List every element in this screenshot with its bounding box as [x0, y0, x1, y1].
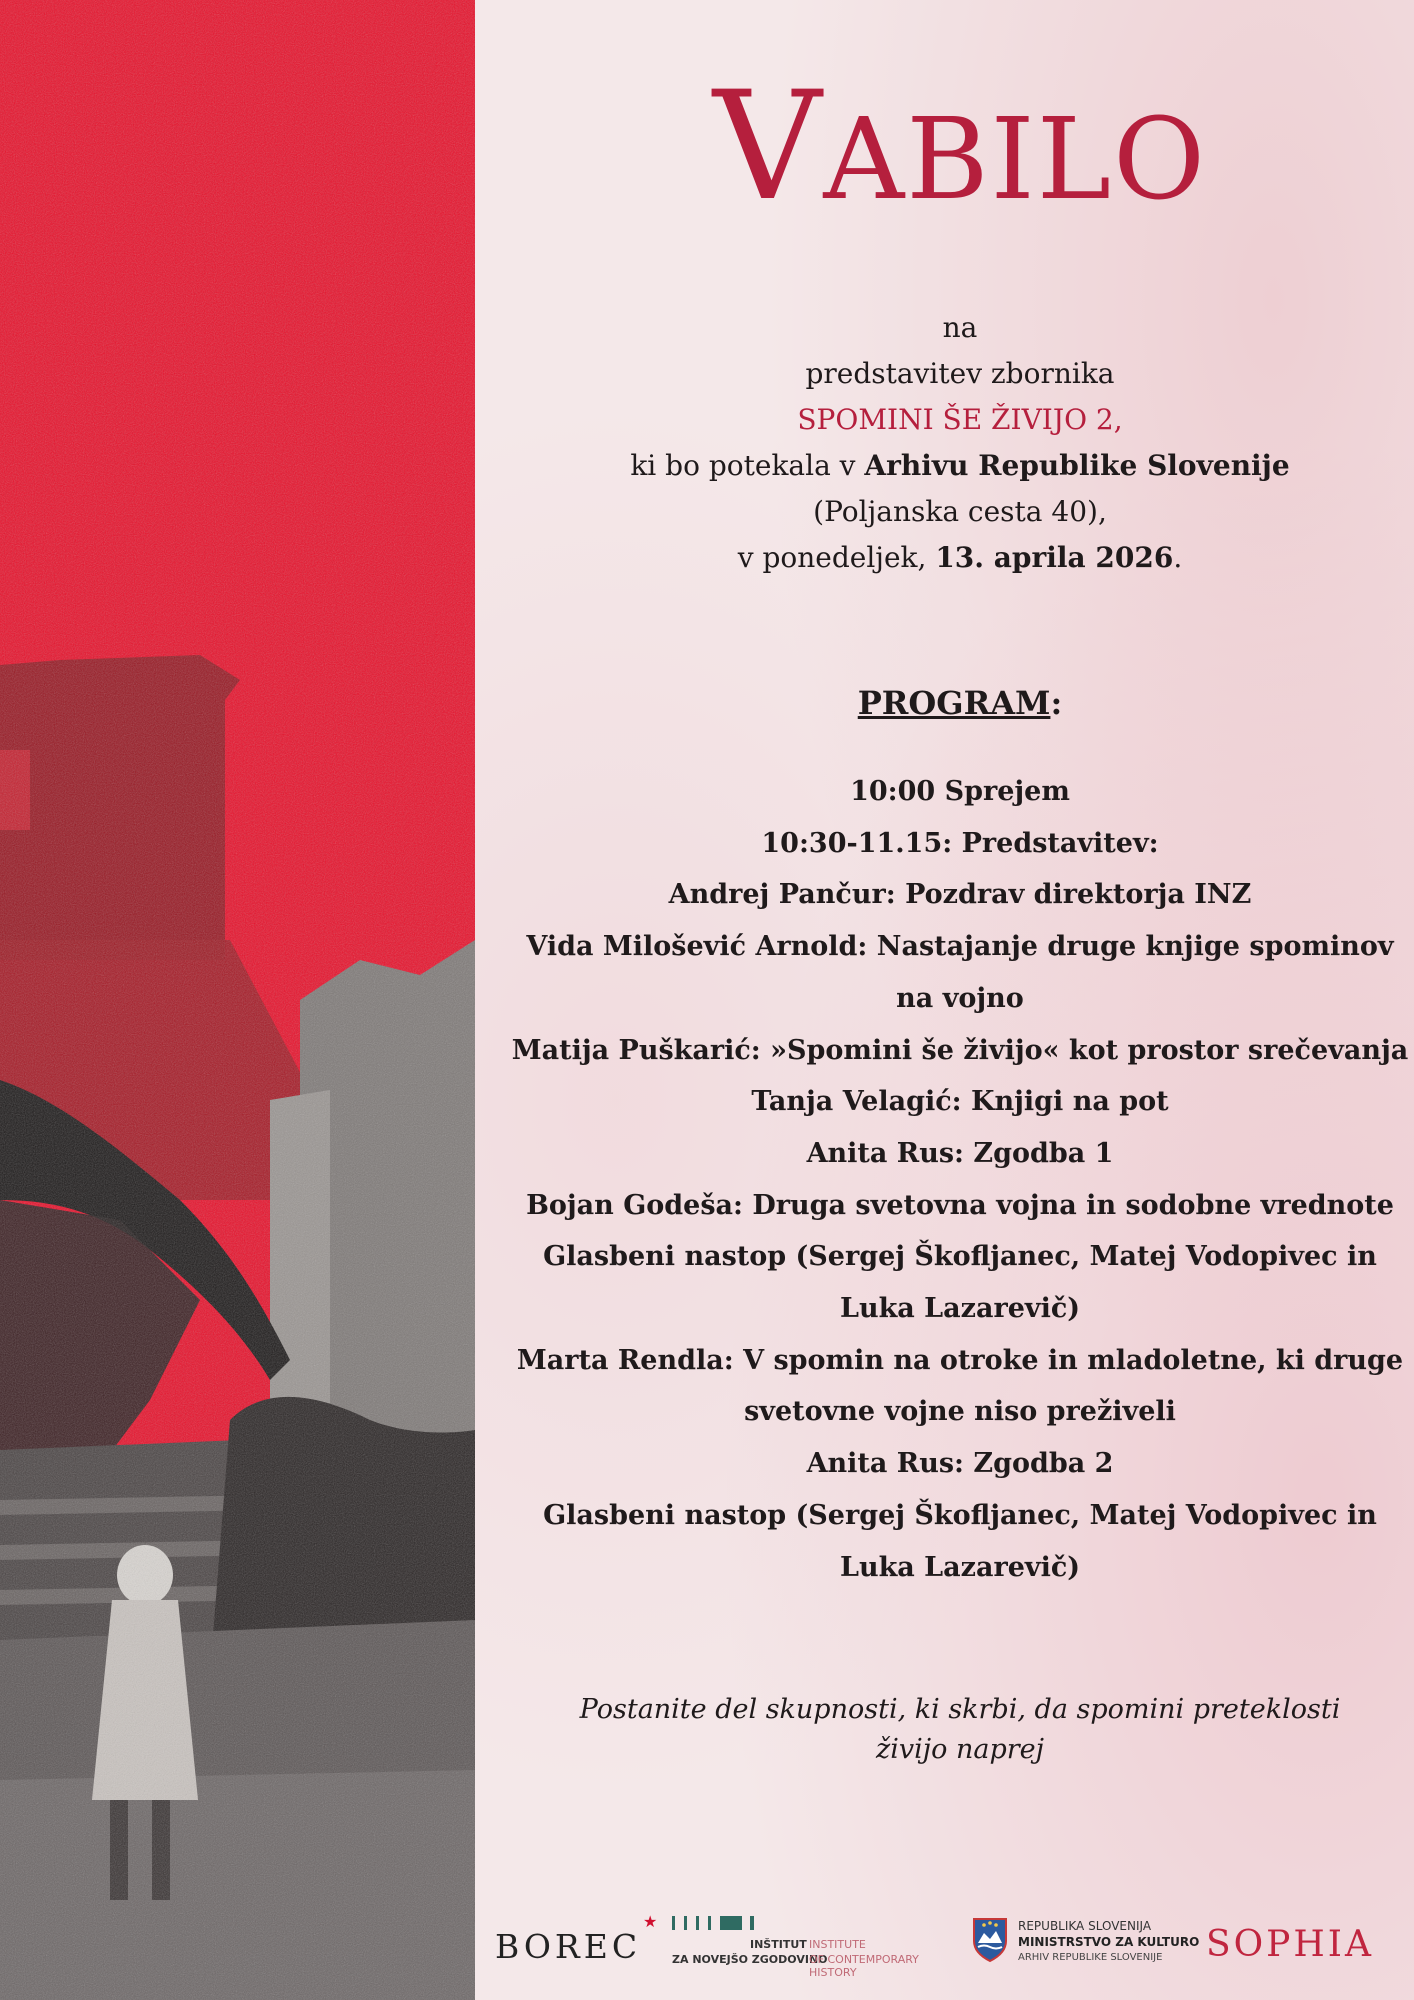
- program-item: Anita Rus: Zgodba 2: [806, 1448, 1114, 1480]
- program-item: Tanja Velagić: Knjigi na pot: [751, 1086, 1169, 1118]
- book-title: SPOMINI ŠE ŽIVIJO 2,: [797, 403, 1123, 436]
- program-item: Anita Rus: Zgodba 1: [806, 1137, 1114, 1169]
- sophia-logo: SOPHIA: [1206, 1924, 1375, 1965]
- intro-address: (Poljanska cesta 40),: [813, 495, 1107, 528]
- tagline: Postanite del skupnosti, ki skrbi, da spomini preteklosti živijo naprej: [579, 1694, 1341, 1765]
- house-illustration: [0, 0, 475, 2000]
- program-item: Glasbeni nastop (Sergej Škofljanec, Matej Vodopivec in: [543, 1499, 1377, 1531]
- program-item: Andrej Pančur: Pozdrav direktorja INZ: [668, 879, 1252, 911]
- program-item: Luka Lazarevič): [839, 1551, 1081, 1583]
- invitation-title: VABILO: [713, 60, 1207, 234]
- event-date: 13. aprila 2026: [935, 541, 1174, 574]
- program-item: Glasbeni nastop (Sergej Škofljanec, Matej Vodopivec in: [543, 1241, 1377, 1273]
- program-item: 10:00 Sprejem: [850, 776, 1070, 807]
- program-item: Vida Milošević Arnold: Nastajanje druge knjige spominov: [526, 931, 1394, 963]
- venue-name: Arhivu Republike Slovenije: [864, 449, 1290, 482]
- intro-presentation: predstavitev zbornika: [805, 357, 1115, 390]
- program-list: [510, 766, 1410, 1593]
- program-item: Luka Lazarevič): [839, 1293, 1081, 1325]
- intro-date: v ponedeljek, 13. aprila 2026.: [737, 541, 1183, 574]
- program-item: Bojan Godeša: Druga svetovna vojna in sodobne vrednote: [526, 1189, 1394, 1221]
- slovenia-crest-icon: [970, 1915, 1010, 1963]
- program-heading: PROGRAM:: [857, 684, 1063, 722]
- event-intro: [510, 305, 1410, 581]
- intro-na: na: [942, 311, 978, 344]
- inz-bars-icon: [672, 1914, 762, 1934]
- program-item: Matija Puškarić: »Spomini še živijo« kot prostor srečevanja: [511, 1034, 1409, 1066]
- intro-venue: ki bo potekala v Arhivu Republike Slovenije: [630, 449, 1290, 482]
- program-item: na vojno: [896, 982, 1024, 1014]
- ministry-logo: REPUBLIKA SLOVENIJA MINISTRSTVO ZA KULTURO ARHIV REPUBLIKE SLOVENIJE: [970, 1915, 1200, 1975]
- program-item: 10:30-11.15: Predstavitev:: [761, 827, 1159, 859]
- star-icon: ★: [643, 1912, 658, 1931]
- inz-logo: INŠTITUT ZA NOVEJŠO ZGODOVINO INSTITUTE OF CONTEMPORARY HISTORY: [672, 1912, 952, 1972]
- borec-logo: BOREC: [495, 1927, 642, 1966]
- cover-photo: [0, 0, 475, 2000]
- program-item: svetovne vojne niso preživeli: [744, 1396, 1176, 1428]
- program-item: Marta Rendla: V spomin na otroke in mladoletne, ki druge: [516, 1344, 1404, 1376]
